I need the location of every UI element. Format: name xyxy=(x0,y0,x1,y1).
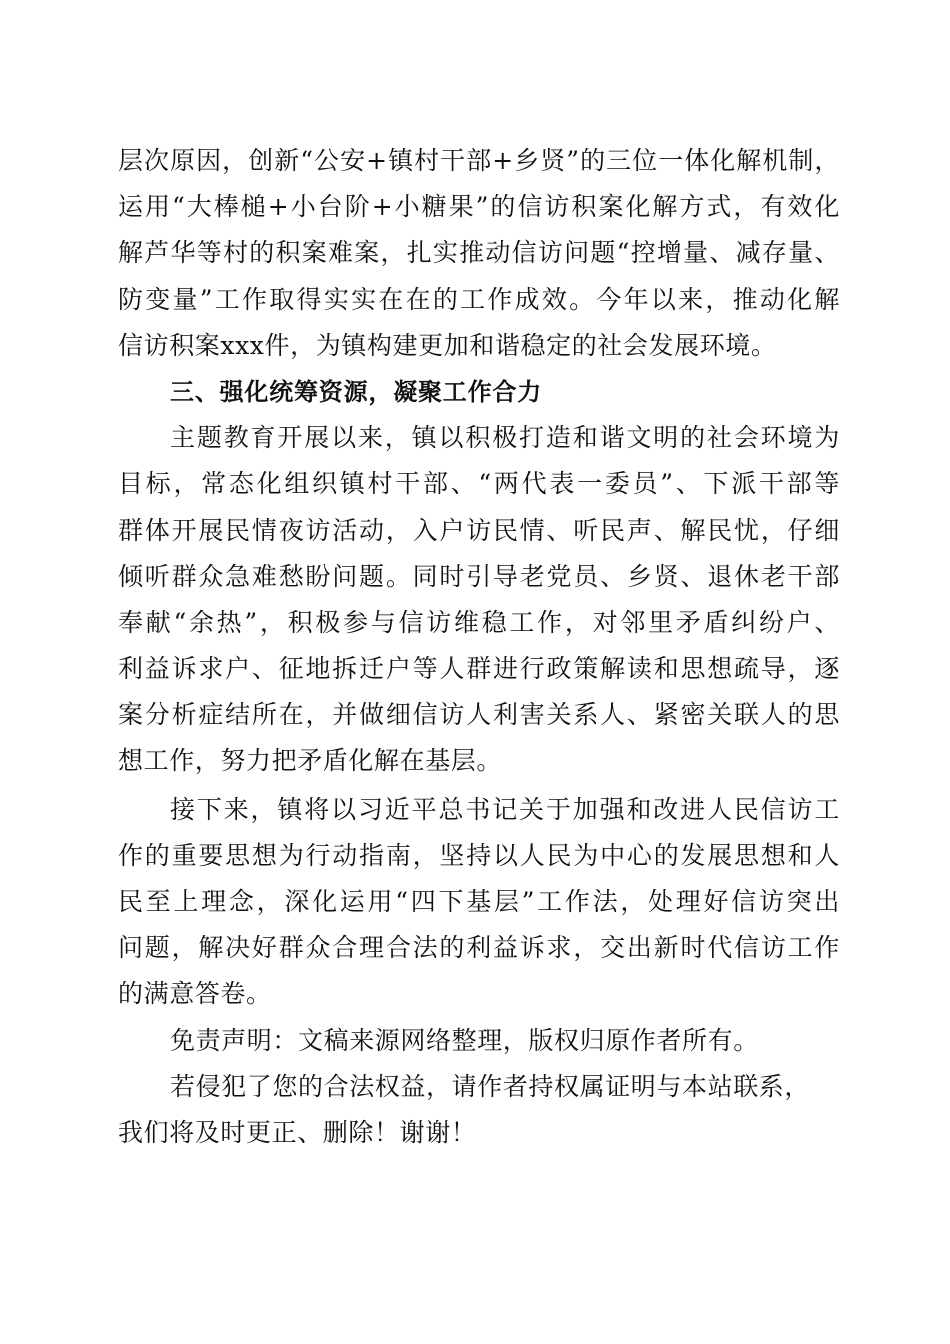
text-line: 防变量”工作取得实实在在的工作成效。今年以来，推动化解 xyxy=(118,284,840,314)
text-line: 倾听群众急难愁盼问题。同时引导老党员、乡贤、退休老干部 xyxy=(118,561,840,591)
section-heading: 三、强化统筹资源，凝聚工作合力 xyxy=(170,377,542,406)
text-line: 主题教育开展以来，镇以积极打造和谐文明的社会环境为 xyxy=(170,423,840,453)
text-line: 我们将及时更正、删除！谢谢！ xyxy=(118,1117,477,1147)
text-line: 想工作，努力把矛盾化解在基层。 xyxy=(118,746,503,776)
text-line: 目标，常态化组织镇村干部、“两代表一委员”、下派干部等 xyxy=(118,469,840,499)
disclaimer-text: 免责声明：文稿来源网络整理，版权归原作者所有。 xyxy=(170,1025,759,1055)
text-line: 接下来，镇将以习近平总书记关于加强和改进人民信访工 xyxy=(170,794,840,824)
text-line: 利益诉求户、征地拆迁户等人群进行政策解读和思想疏导，逐 xyxy=(118,654,840,684)
text-line: 的满意答卷。 xyxy=(118,979,272,1009)
paragraph-next-steps xyxy=(118,787,840,1018)
text-line: 民至上理念，深化运用“四下基层”工作法，处理好信访突出 xyxy=(118,887,840,916)
document-page xyxy=(118,138,840,1156)
text-line: 层次原因，创新“公安+镇村干部+乡贤”的三位一体化解机制， xyxy=(118,146,840,175)
disclaimer-contact xyxy=(118,1064,840,1156)
text-line: 信访积案xxx件，为镇构建更加和谐稳定的社会发展环境。 xyxy=(118,330,777,360)
text-line: 问题，解决好群众合理合法的利益诉求，交出新时代信访工作 xyxy=(118,933,840,963)
paragraph-theme-education xyxy=(118,415,840,785)
text-line: 运用“大棒槌+小台阶+小糖果”的信访积案化解方式，有效化 xyxy=(118,192,840,222)
text-line: 若侵犯了您的合法权益，请作者持权属证明与本站联系， xyxy=(170,1071,811,1101)
text-line: 奉献“余热”，积极参与信访维稳工作，对邻里矛盾纠纷户、 xyxy=(118,607,840,637)
text-line: 作的重要思想为行动指南，坚持以人民为中心的发展思想和人 xyxy=(118,840,840,870)
text-line: 解芦华等村的积案难案，扎实推动信访问题“控增量、减存量、 xyxy=(118,238,840,268)
paragraph-continuation xyxy=(118,138,840,369)
text-line: 群体开展民情夜访活动，入户访民情、听民声、解民忧，仔细 xyxy=(118,515,840,545)
text-line: 案分析症结所在，并做细信访人利害关系人、紧密关联人的思 xyxy=(118,700,840,730)
